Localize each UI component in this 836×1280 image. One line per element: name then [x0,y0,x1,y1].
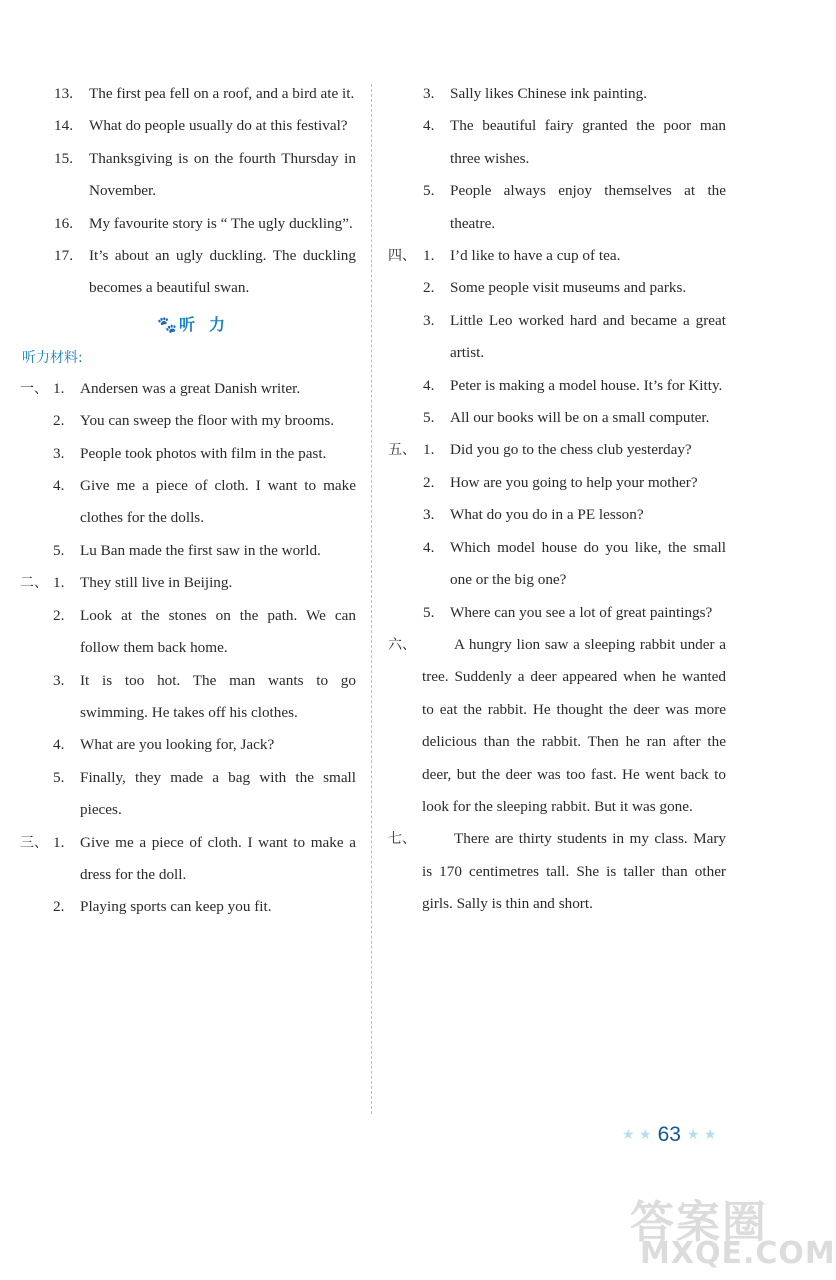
item-number: 17. [54,247,73,265]
item-text: My favourite story is “ The ugly duckling”. [89,214,353,232]
listening-item [20,762,356,827]
item-text: The beautiful fairy granted the poor man three wishes. [450,117,726,167]
item-number: 4. [53,477,65,495]
star-icon-decoration: ★ ★ [622,1127,652,1143]
item-text: You can sweep the floor with my brooms. [80,412,335,430]
item-text: Which model house do you like, the small one or the big one? [450,538,726,589]
section-label: 一、 [20,380,48,397]
listening-item [20,373,356,405]
item-number: 4. [423,376,435,394]
item-text: Some people visit museums and parks. [450,279,687,297]
item-text: What do people usually do at this festival? [89,117,348,135]
item-text: Give me a piece of cloth. I want to make clothes for the dolls. [80,477,356,527]
item-number: 2. [53,412,65,430]
section-label: 五、 [388,442,416,459]
answer-item [20,208,356,240]
item-number: 4. [423,538,435,556]
listening-item [388,78,726,110]
item-text: People took photos with film in the past. [80,444,327,462]
listening-item [20,665,356,730]
page-number: 63 [657,1123,681,1146]
item-text: Finally, they made a bag with the small pieces. [80,768,356,819]
answer-item [20,240,356,305]
listening-item [388,467,726,499]
item-text: People always enjoy themselves at the theatre. [450,182,726,232]
listening-item [388,499,726,531]
listening-item [20,827,356,892]
listening-item [20,567,356,599]
section-label: 三、 [20,834,48,851]
right-column [388,78,726,921]
item-number: 3. [53,671,65,689]
section-label: 四、 [388,248,416,265]
item-text: They still live in Beijing. [80,574,233,592]
item-text: Playing sports can keep you fit. [80,898,272,916]
item-number: 2. [423,473,435,491]
item-text: Peter is making a model house. It’s for Kitty. [450,376,723,394]
item-text: How are you going to help your mother? [450,473,698,491]
item-text: Give me a piece of cloth. I want to make a dress for the doll. [80,833,356,883]
section-label: 七、 [388,831,416,848]
item-number: 1. [53,574,65,592]
item-number: 4. [53,736,65,754]
listening-item [20,405,356,437]
listening-item [388,175,726,240]
item-number: 15. [54,149,73,167]
paw-icon: 🐾 [157,314,177,334]
page-footer [622,1120,716,1150]
item-text: What are you looking for, Jack? [80,736,275,754]
item-number: 5. [423,603,435,621]
listening-item [388,305,726,370]
item-number: 5. [53,768,65,786]
item-text: Where can you see a lot of great paintings? [450,603,713,621]
listening-item [20,729,356,761]
listening-item [388,434,726,466]
section-label: 六、 [388,636,416,653]
item-number: 4. [423,117,435,135]
listening-item [388,240,726,272]
passage-part6 [388,629,726,823]
item-text: It is too hot. The man wants to go swimming. He takes off his clothes. [80,671,356,721]
listening-item [388,370,726,402]
passage-text: There are thirty students in my class. Mary is 170 centimetres tall. She is taller than other girls. Sally is thin and short. [422,830,726,913]
listening-item [20,891,356,923]
item-text: Thanksgiving is on the fourth Thursday in November. [89,149,356,200]
item-number: 14. [54,117,73,135]
star-icon-decoration: ★ ★ [686,1127,717,1143]
listening-material-heading: 听力材料: [22,349,83,366]
passage-text: A hungry lion saw a sleeping rabbit under a tree. Suddenly a deer appeared when he wanted to eat the rabbit. He thought the deer was more delicious than the rabbit. Then he ran after the deer, but the deer was too fast. He went back to look for the sleeping rabbit. But it was gone. [422,635,726,815]
item-number: 3. [423,85,435,102]
item-number: 1. [53,833,65,851]
item-text: I’d like to have a cup of tea. [450,247,621,265]
item-number: 3. [53,444,65,462]
item-number: 5. [53,541,65,559]
listening-item [20,535,356,567]
item-text: Little Leo worked hard and became a great artist. [450,311,726,362]
passage-part7 [388,823,726,920]
listening-item [20,600,356,665]
listening-item [388,532,726,597]
answer-item [20,78,356,110]
item-number: 2. [53,606,65,624]
item-number: 16. [54,214,73,232]
item-number: 13. [54,85,73,102]
item-text: What do you do in a PE lesson? [450,506,644,524]
left-column [20,78,356,924]
listening-item [388,110,726,175]
item-text: The first pea fell on a roof, and a bird ate it. [89,85,355,102]
watermark-url: MXQE.COM [640,1236,836,1271]
listening-item [388,597,726,629]
item-text: All our books will be on a small computer. [450,409,710,427]
answer-item [20,143,356,208]
item-text: It’s about an ugly duckling. The duckling becomes a beautiful swan. [89,247,356,297]
section-label: 二、 [20,575,48,592]
item-number: 3. [423,311,435,329]
item-text: Andersen was a great Danish writer. [80,379,301,397]
item-number: 3. [423,506,435,524]
column-divider [371,84,372,1114]
watermark-text: 答案圈 [630,1197,768,1248]
listening-item [388,272,726,304]
item-number: 2. [423,279,435,297]
answer-item [20,110,356,142]
section-title-listening: 🐾 听力 [157,314,239,334]
item-text: Lu Ban made the first saw in the world. [80,541,321,559]
item-number: 1. [423,247,435,265]
item-number: 5. [423,182,435,200]
listening-item [388,402,726,434]
item-number: 1. [423,441,435,459]
listening-item [20,470,356,535]
item-text: Look at the stones on the path. We can follow them back home. [80,606,356,657]
item-number: 2. [53,898,65,916]
watermark-logo [600,1184,836,1276]
listening-item [20,438,356,470]
item-text: Sally likes Chinese ink painting. [450,85,647,102]
item-number: 1. [53,379,65,397]
item-number: 5. [423,409,435,427]
item-text: Did you go to the chess club yesterday? [450,441,692,459]
